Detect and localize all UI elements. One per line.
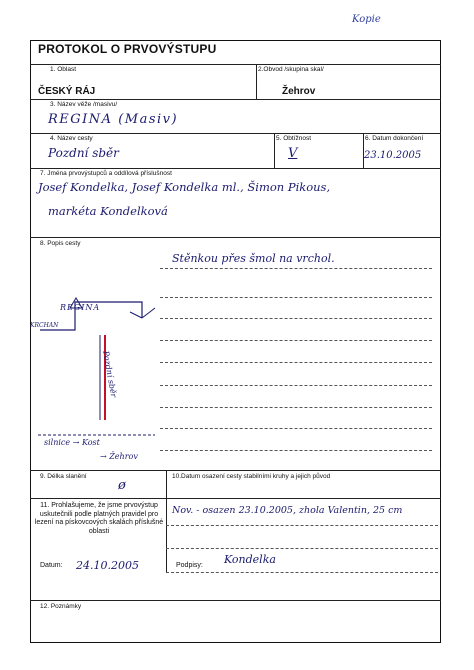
line bbox=[160, 268, 432, 269]
rule bbox=[30, 600, 441, 601]
line bbox=[160, 450, 432, 451]
divider bbox=[256, 64, 257, 99]
field-value-cesta: Pozdní sběr bbox=[48, 146, 119, 160]
sketch-route-label: Pozdní sběr bbox=[101, 350, 119, 399]
copy-note: Kopie bbox=[352, 14, 381, 25]
field-value-vez: REGINA (Masiv) bbox=[48, 112, 179, 127]
form-title: PROTOKOL O PRVOVÝSTUPU bbox=[38, 42, 217, 56]
field-label-delka-slaneni: 9. Délka slanění bbox=[40, 473, 87, 480]
line bbox=[160, 340, 432, 341]
line bbox=[160, 297, 432, 298]
line bbox=[160, 318, 432, 319]
field-value-oblast: ČESKÝ RÁJ bbox=[38, 86, 96, 97]
field-label-obtiznost: 5. Obtížnost bbox=[276, 135, 312, 142]
field-value-obtiznost: V bbox=[288, 146, 298, 161]
line bbox=[166, 548, 438, 549]
field-value-datum-dokonceni: 23.10.2005 bbox=[364, 150, 422, 161]
line bbox=[160, 362, 432, 363]
line bbox=[160, 428, 432, 429]
field-label-poznamky: 12. Poznámky bbox=[40, 603, 82, 610]
rule bbox=[30, 237, 441, 238]
rule bbox=[30, 498, 441, 499]
field-label-cesta: 4. Název cesty bbox=[50, 135, 93, 142]
field-label-popis: 8. Popis cesty bbox=[40, 240, 81, 247]
field-value-datum: 24.10.2005 bbox=[76, 559, 139, 572]
sketch-tower-label: REGINA bbox=[60, 303, 101, 312]
field-label-oblast: 1. Oblast bbox=[50, 66, 77, 73]
divider bbox=[274, 133, 275, 168]
field-label-osazeni: 10.Datum osazení cesty stabilními kruhy a jejich původ bbox=[172, 473, 331, 480]
divider bbox=[166, 470, 167, 572]
field-value-popis: Stěnkou přes šmol na vrchol. bbox=[172, 252, 335, 265]
sketch-bottom-line2: → Žehrov bbox=[100, 452, 138, 461]
field-label-podpisy: Podpisy: bbox=[176, 562, 203, 569]
sketch-bottom-line1: silnice → Kost bbox=[44, 438, 100, 447]
rule bbox=[30, 64, 441, 65]
field-label-prohlaseni: 11. Prohlašujeme, že jsme prvovýstup uskutečnili podle platných pravidel pro lezení na pískovcových skalách příslušné oblasti bbox=[34, 502, 164, 535]
rule bbox=[30, 168, 441, 169]
line bbox=[166, 525, 438, 526]
field-label-vez: 3. Název věže /masivu/ bbox=[50, 101, 118, 108]
line bbox=[160, 407, 432, 408]
line bbox=[160, 385, 432, 386]
route-sketch bbox=[30, 290, 170, 460]
sketch-left-mark: KRCHAN bbox=[30, 322, 59, 329]
rule bbox=[30, 133, 441, 134]
field-label-prvovystup: 7. Jména prvovýstupců a oddílová příslušnost bbox=[40, 170, 172, 177]
rule bbox=[30, 470, 441, 471]
field-label-datum: Datum: bbox=[40, 562, 63, 569]
field-value-prvovystup-line1: Josef Kondelka, Josef Kondelka ml., Šimon Pikous, bbox=[38, 180, 331, 194]
field-value-delka-slaneni: ø bbox=[118, 478, 126, 493]
field-value-osazeni: Nov. - osazen 23.10.2005, zhola Valentin, 25 cm bbox=[172, 505, 403, 516]
field-value-prvovystup-line2: markéta Kondelková bbox=[48, 204, 168, 218]
field-label-obvod: 2.Obvod /skupina skal/ bbox=[258, 66, 324, 73]
field-value-obvod: Žehrov bbox=[282, 86, 316, 97]
rule bbox=[30, 99, 441, 100]
field-label-datum-dokonceni: 6. Datum dokončení bbox=[365, 135, 424, 142]
signature: Kondelka bbox=[224, 553, 276, 566]
line bbox=[166, 572, 438, 573]
